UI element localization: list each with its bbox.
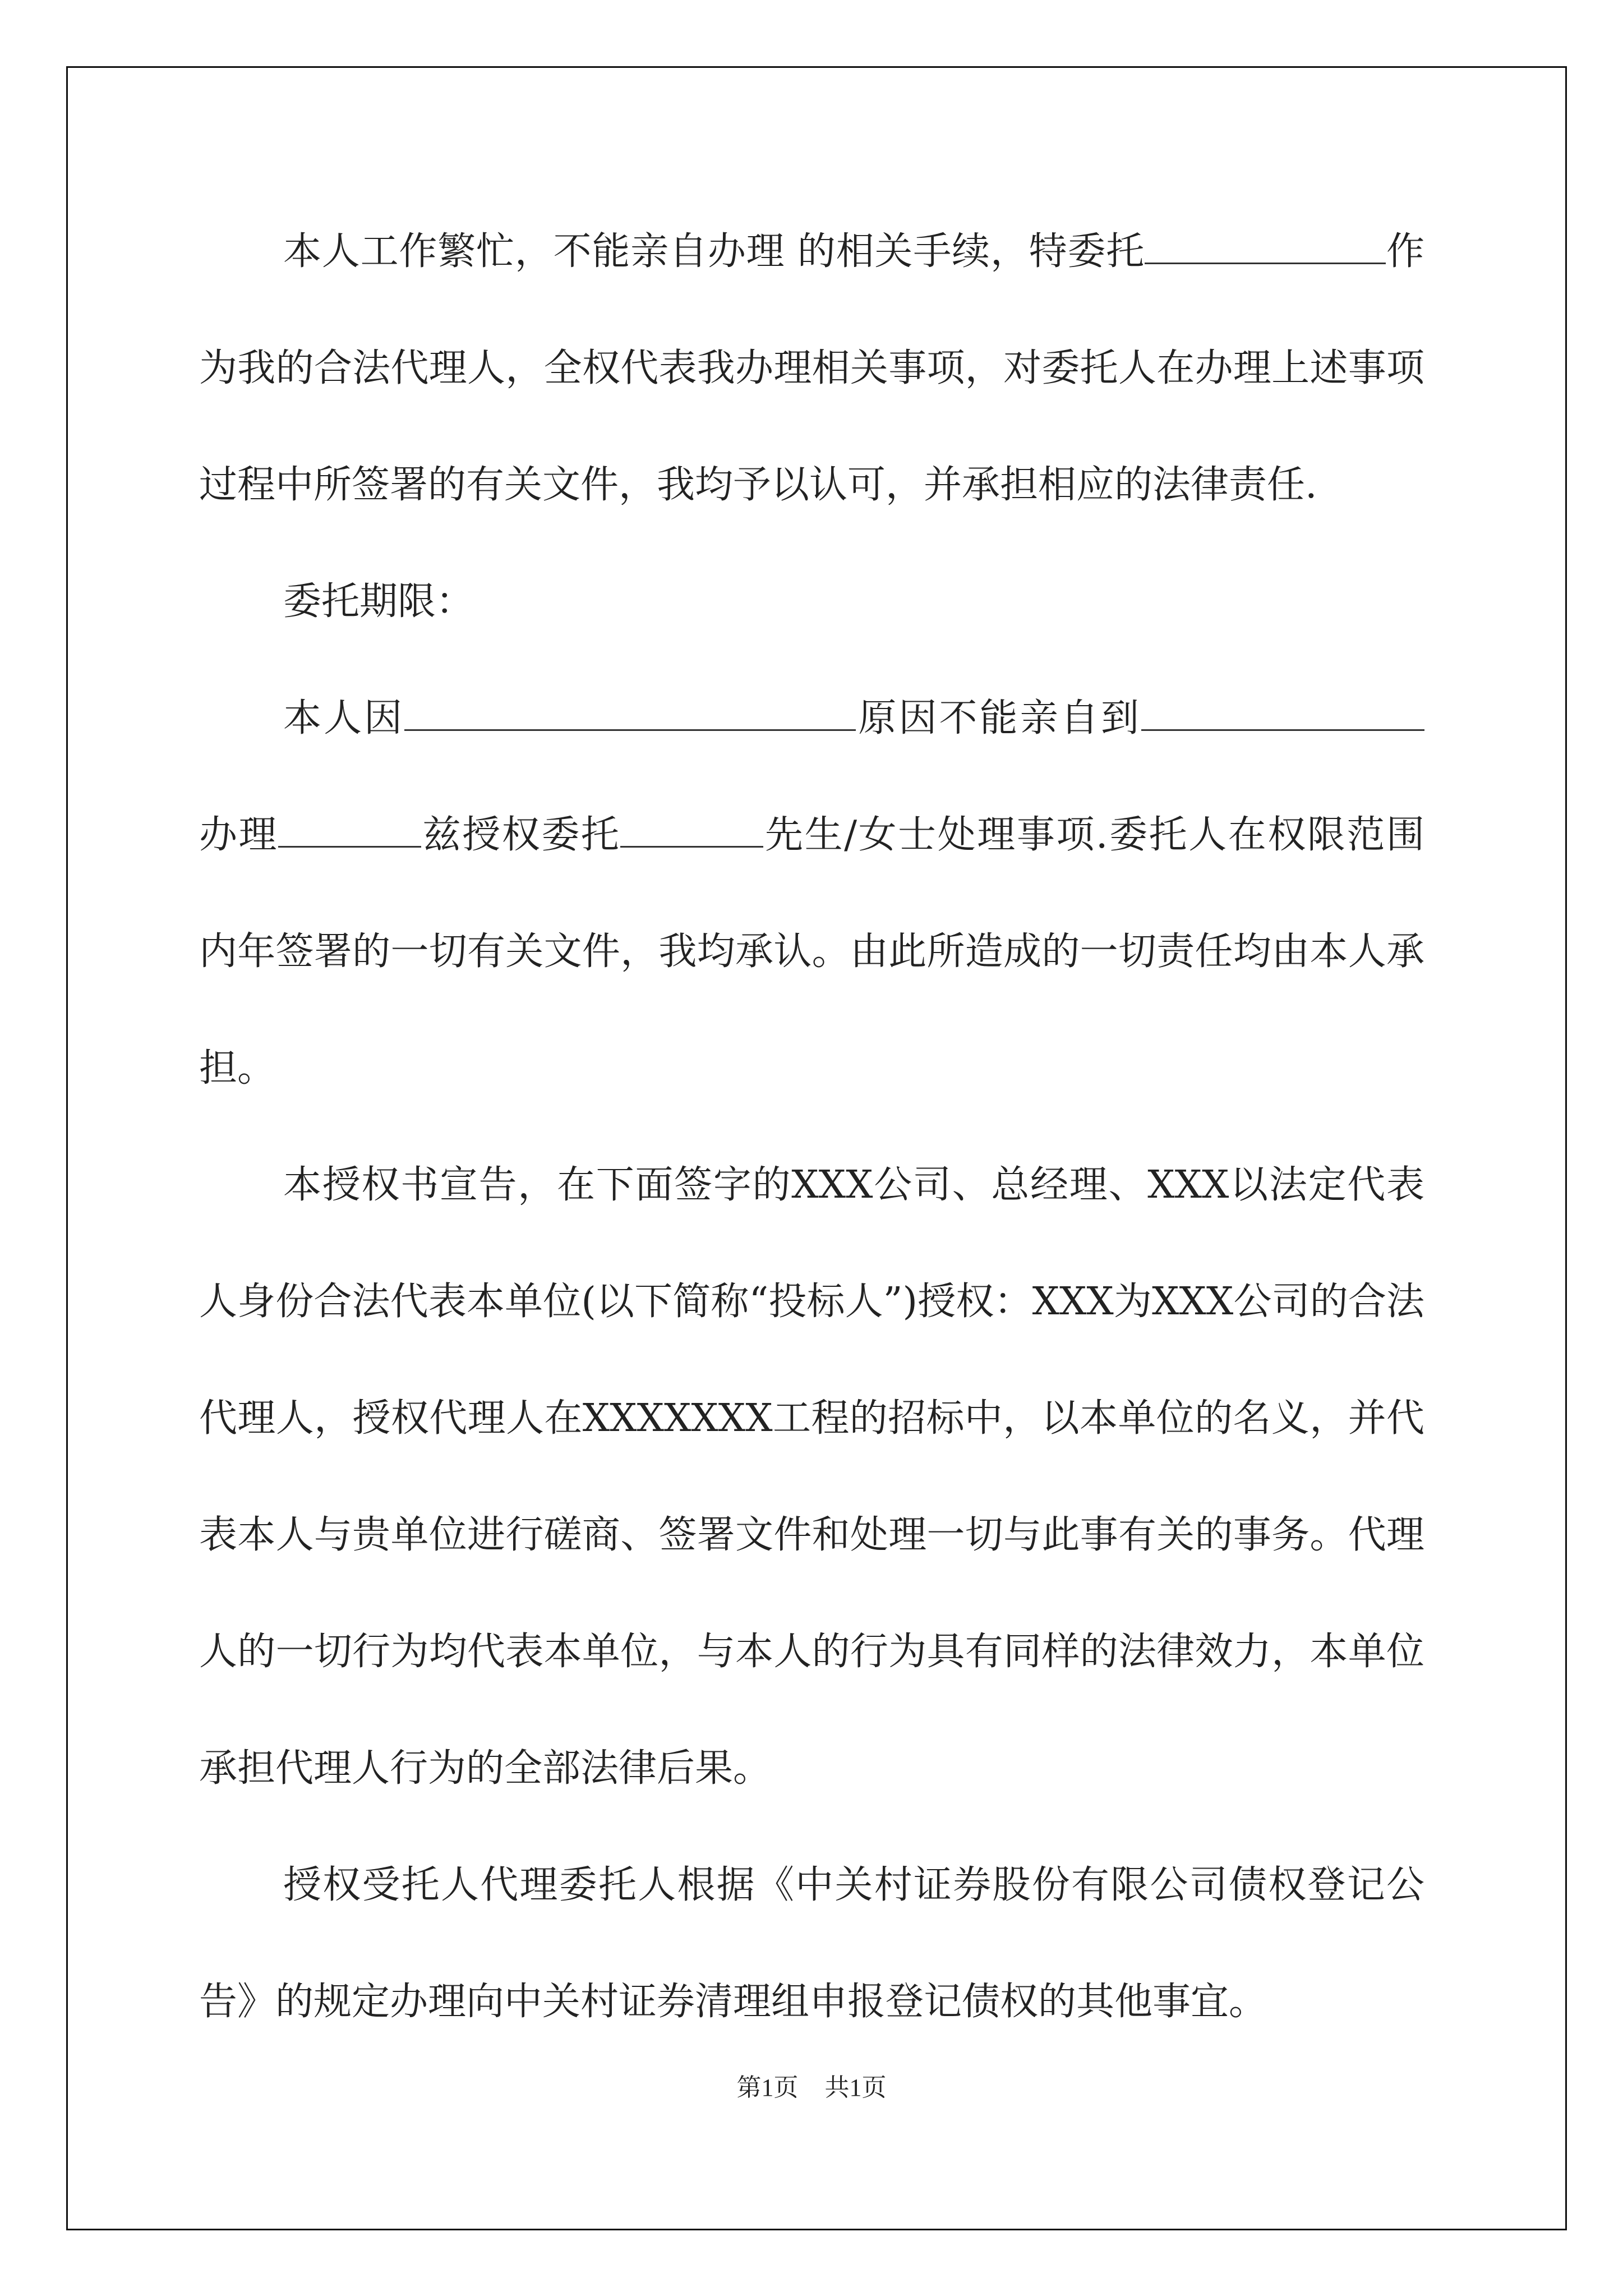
page-number-total: 共1页	[824, 2074, 887, 2101]
paragraph-text: 作为我的合法代理人，全权代表我办理相关事项，对委托人在办理上述事项过程中所签署的有关文件，我均予以认可，并承担相应的法律责任.	[199, 229, 1424, 507]
paragraph-registration	[199, 1827, 1424, 2060]
blank-line	[278, 808, 421, 848]
paragraph-text: 先生/女士处理事项.委托人在权限范围内年签署的一切有关文件，我均承认。由此所造成的一切责任均由本人承担。	[199, 813, 1424, 1091]
paragraph-text: 原因不能亲自到	[856, 696, 1141, 740]
paragraph-authorization	[199, 1127, 1424, 1827]
paragraph-reason	[199, 660, 1424, 1127]
paragraph-delegation	[199, 194, 1424, 544]
paragraph-text: 本人因	[283, 696, 405, 740]
blank-line	[404, 691, 856, 731]
document-body	[199, 194, 1424, 2060]
paragraph-text: 委托期限：	[283, 579, 474, 624]
paragraph-text: 兹授权委托	[421, 813, 621, 857]
paragraph-text: 办理	[199, 813, 279, 857]
page-footer	[0, 2067, 1623, 2103]
blank-line	[1141, 691, 1424, 731]
blank-line	[1145, 224, 1386, 264]
paragraph-text: 本授权书宣告，在下面签字的XXX公司、总经理、XXX以法定代表人身份合法代表本单位(以下简称“投标人”)授权：XXX为XXX公司的合法代理人，授权代理人在XXXXXXX工程的招标中，以本单位的名义，并代表本人与贵单位进行磋商、签署文件和处理一切与此事有关的事务。代理人的一切行为均代表本单位，与本人的行为具有同样的法律效力，本单位承担代理人行为的全部法律后果。	[199, 1163, 1424, 1791]
paragraph-text: 本人工作繁忙，不能亲自办理 的相关手续，特委托	[283, 229, 1145, 274]
page-number-current: 第1页	[736, 2074, 799, 2101]
paragraph-text: 授权受托人代理委托人根据《中关村证券股份有限公司债权登记公告》的规定办理向中关村证券清理组申报登记债权的其他事宜。	[199, 1863, 1424, 2024]
paragraph-term	[199, 544, 1424, 660]
blank-line	[620, 808, 763, 848]
